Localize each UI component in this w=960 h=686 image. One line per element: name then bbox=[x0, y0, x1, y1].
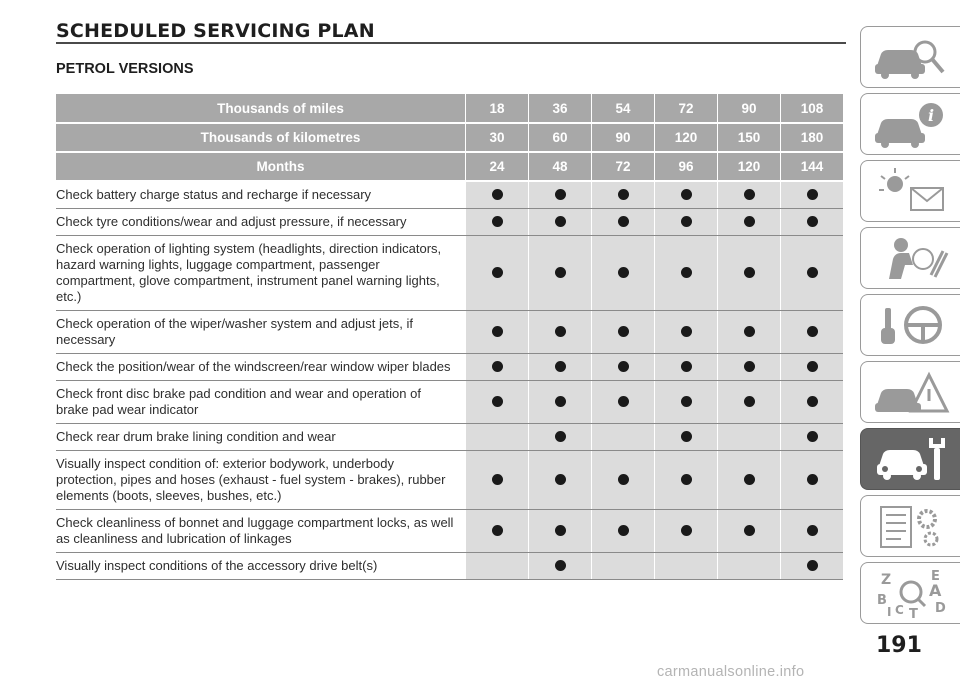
tab-car-info[interactable] bbox=[860, 93, 960, 155]
interval-cell bbox=[592, 381, 654, 424]
interval-value: 60 bbox=[529, 123, 591, 152]
service-required-dot bbox=[618, 326, 629, 337]
interval-cell bbox=[529, 311, 591, 354]
service-required-dot bbox=[681, 189, 692, 200]
service-required-dot bbox=[807, 189, 818, 200]
index-letter: B bbox=[876, 593, 887, 608]
service-required-dot bbox=[555, 267, 566, 278]
svg-text:i: i bbox=[927, 106, 934, 125]
interval-cell bbox=[718, 181, 780, 209]
service-required-dot bbox=[807, 431, 818, 442]
service-required-dot bbox=[681, 525, 692, 536]
interval-cell bbox=[592, 311, 654, 354]
airbag-passenger-icon bbox=[871, 231, 951, 285]
tab-technical-data[interactable] bbox=[860, 495, 960, 557]
index-letter: T bbox=[908, 607, 918, 620]
interval-cell bbox=[529, 236, 591, 311]
interval-value: 72 bbox=[592, 152, 654, 181]
interval-cell bbox=[655, 424, 717, 451]
index-letter: A bbox=[928, 581, 941, 600]
tab-starting-driving[interactable] bbox=[860, 294, 960, 356]
interval-cell bbox=[466, 381, 528, 424]
watermark: carmanualsonline.info bbox=[657, 664, 805, 680]
service-required-dot bbox=[492, 326, 503, 337]
service-required-dot bbox=[807, 267, 818, 278]
warning-light-envelope-icon bbox=[871, 164, 951, 218]
interval-value: 72 bbox=[655, 94, 717, 123]
header-label: Months bbox=[56, 152, 465, 181]
interval-cell bbox=[466, 311, 528, 354]
service-required-dot bbox=[807, 525, 818, 536]
service-required-dot bbox=[681, 216, 692, 227]
service-required-dot bbox=[492, 396, 503, 407]
table-row bbox=[56, 451, 843, 510]
operation-description: Visually inspect conditions of the accessory drive belt(s) bbox=[56, 553, 465, 580]
table-header-row bbox=[56, 94, 843, 123]
service-required-dot bbox=[618, 474, 629, 485]
interval-cell bbox=[592, 236, 654, 311]
interval-cell bbox=[655, 553, 717, 580]
service-required-dot bbox=[492, 189, 503, 200]
interval-cell bbox=[718, 424, 780, 451]
interval-cell bbox=[529, 209, 591, 236]
interval-cell bbox=[592, 209, 654, 236]
service-required-dot bbox=[681, 267, 692, 278]
service-required-dot bbox=[744, 525, 755, 536]
service-required-dot bbox=[492, 361, 503, 372]
interval-cell bbox=[781, 354, 843, 381]
service-required-dot bbox=[618, 396, 629, 407]
service-required-dot bbox=[555, 396, 566, 407]
interval-cell bbox=[718, 354, 780, 381]
service-required-dot bbox=[555, 361, 566, 372]
service-required-dot bbox=[555, 326, 566, 337]
interval-cell bbox=[655, 510, 717, 553]
service-required-dot bbox=[807, 396, 818, 407]
operation-description: Check operation of lighting system (headlights, direction indicators, hazard warning lights, luggage compartment, passenger compartment, glove compartment, instrument panel warning lights, etc.) bbox=[56, 236, 465, 311]
interval-cell bbox=[466, 424, 528, 451]
service-required-dot bbox=[744, 267, 755, 278]
interval-cell bbox=[466, 510, 528, 553]
tab-safety[interactable] bbox=[860, 227, 960, 289]
interval-cell bbox=[529, 553, 591, 580]
interval-value: 108 bbox=[781, 94, 843, 123]
header-label: Thousands of miles bbox=[56, 94, 465, 123]
tab-servicing[interactable] bbox=[860, 428, 960, 490]
service-required-dot bbox=[618, 361, 629, 372]
interval-cell bbox=[781, 311, 843, 354]
page-number: 191 bbox=[876, 633, 922, 658]
service-required-dot bbox=[492, 525, 503, 536]
interval-cell bbox=[781, 236, 843, 311]
car-wrench-icon bbox=[871, 432, 951, 486]
interval-cell bbox=[781, 381, 843, 424]
interval-cell bbox=[466, 451, 528, 510]
interval-value: 150 bbox=[718, 123, 780, 152]
tab-index[interactable] bbox=[860, 562, 960, 624]
service-required-dot bbox=[555, 474, 566, 485]
index-letter: Z bbox=[880, 572, 891, 588]
alphabetical-index-icon bbox=[871, 566, 951, 620]
table-row bbox=[56, 424, 843, 451]
service-required-dot bbox=[555, 189, 566, 200]
interval-value: 180 bbox=[781, 123, 843, 152]
tab-car-search[interactable] bbox=[860, 26, 960, 88]
service-required-dot bbox=[681, 326, 692, 337]
table-header-row bbox=[56, 152, 843, 181]
service-required-dot bbox=[807, 326, 818, 337]
table-row bbox=[56, 181, 843, 209]
service-required-dot bbox=[681, 396, 692, 407]
operation-description: Check cleanliness of bonnet and luggage compartment locks, as well as cleanliness and lubrication of linkages bbox=[56, 510, 465, 553]
interval-cell bbox=[781, 209, 843, 236]
operation-description: Check the position/wear of the windscreen/rear window wiper blades bbox=[56, 354, 465, 381]
table-row bbox=[56, 354, 843, 381]
interval-value: 36 bbox=[529, 94, 591, 123]
interval-cell bbox=[466, 354, 528, 381]
service-required-dot bbox=[618, 267, 629, 278]
key-steering-wheel-icon bbox=[871, 298, 951, 352]
service-required-dot bbox=[807, 474, 818, 485]
service-required-dot bbox=[492, 267, 503, 278]
operation-description: Check rear drum brake lining condition and wear bbox=[56, 424, 465, 451]
interval-cell bbox=[529, 354, 591, 381]
interval-cell bbox=[529, 424, 591, 451]
operation-description: Check operation of the wiper/washer system and adjust jets, if necessary bbox=[56, 311, 465, 354]
interval-cell bbox=[529, 181, 591, 209]
interval-cell bbox=[781, 451, 843, 510]
list-gears-icon bbox=[871, 499, 951, 553]
table-row bbox=[56, 311, 843, 354]
service-required-dot bbox=[807, 216, 818, 227]
table-row bbox=[56, 209, 843, 236]
interval-cell bbox=[655, 209, 717, 236]
car-info-icon bbox=[871, 97, 951, 151]
service-required-dot bbox=[618, 189, 629, 200]
interval-value: 18 bbox=[466, 94, 528, 123]
service-required-dot bbox=[744, 396, 755, 407]
tab-warning-lights[interactable] bbox=[860, 160, 960, 222]
operation-description: Check tyre conditions/wear and adjust pressure, if necessary bbox=[56, 209, 465, 236]
service-required-dot bbox=[492, 474, 503, 485]
interval-cell bbox=[781, 424, 843, 451]
service-required-dot bbox=[807, 361, 818, 372]
interval-cell bbox=[655, 451, 717, 510]
interval-cell bbox=[466, 209, 528, 236]
interval-value: 30 bbox=[466, 123, 528, 152]
table-header-row bbox=[56, 123, 843, 152]
service-required-dot bbox=[744, 326, 755, 337]
interval-cell bbox=[655, 311, 717, 354]
table-row bbox=[56, 236, 843, 311]
interval-cell bbox=[466, 181, 528, 209]
interval-cell bbox=[529, 451, 591, 510]
service-required-dot bbox=[744, 216, 755, 227]
interval-cell bbox=[718, 381, 780, 424]
table-row bbox=[56, 510, 843, 553]
interval-cell bbox=[718, 236, 780, 311]
interval-cell bbox=[592, 354, 654, 381]
index-letter: I bbox=[886, 605, 891, 619]
header-label: Thousands of kilometres bbox=[56, 123, 465, 152]
index-letter: D bbox=[934, 601, 946, 616]
service-required-dot bbox=[618, 216, 629, 227]
service-required-dot bbox=[744, 361, 755, 372]
interval-value: 54 bbox=[592, 94, 654, 123]
interval-value: 144 bbox=[781, 152, 843, 181]
title-rule bbox=[56, 42, 846, 44]
interval-value: 24 bbox=[466, 152, 528, 181]
service-required-dot bbox=[744, 189, 755, 200]
interval-cell bbox=[718, 311, 780, 354]
interval-value: 120 bbox=[655, 123, 717, 152]
interval-cell bbox=[655, 236, 717, 311]
service-required-dot bbox=[681, 361, 692, 372]
interval-cell bbox=[781, 181, 843, 209]
interval-value: 96 bbox=[655, 152, 717, 181]
service-required-dot bbox=[681, 474, 692, 485]
interval-cell bbox=[655, 381, 717, 424]
service-required-dot bbox=[681, 431, 692, 442]
table-row bbox=[56, 381, 843, 424]
operation-description: Visually inspect condition of: exterior bodywork, underbody protection, pipes and hoses (exhaust - fuel system - brakes), rubber elements (boots, sleeves, bushes, etc.) bbox=[56, 451, 465, 510]
service-required-dot bbox=[618, 525, 629, 536]
operation-description: Check front disc brake pad condition and wear and operation of brake pad wear indicator bbox=[56, 381, 465, 424]
page-title: SCHEDULED SERVICING PLAN bbox=[56, 20, 375, 42]
interval-cell bbox=[529, 381, 591, 424]
interval-cell bbox=[781, 510, 843, 553]
interval-cell bbox=[655, 181, 717, 209]
section-title: PETROL VERSIONS bbox=[56, 61, 194, 77]
interval-cell bbox=[781, 553, 843, 580]
interval-cell bbox=[655, 354, 717, 381]
interval-value: 48 bbox=[529, 152, 591, 181]
interval-cell bbox=[466, 553, 528, 580]
table-row bbox=[56, 553, 843, 580]
interval-cell bbox=[718, 451, 780, 510]
car-breakdown-warning-icon bbox=[871, 365, 951, 419]
service-required-dot bbox=[555, 560, 566, 571]
interval-cell bbox=[592, 553, 654, 580]
interval-cell bbox=[592, 424, 654, 451]
service-required-dot bbox=[807, 560, 818, 571]
service-required-dot bbox=[555, 216, 566, 227]
interval-value: 120 bbox=[718, 152, 780, 181]
operation-description: Check battery charge status and recharge if necessary bbox=[56, 181, 465, 209]
interval-cell bbox=[529, 510, 591, 553]
interval-cell bbox=[718, 209, 780, 236]
service-required-dot bbox=[744, 474, 755, 485]
service-required-dot bbox=[555, 431, 566, 442]
interval-cell bbox=[592, 510, 654, 553]
interval-value: 90 bbox=[718, 94, 780, 123]
interval-cell bbox=[592, 451, 654, 510]
interval-cell bbox=[718, 553, 780, 580]
service-required-dot bbox=[555, 525, 566, 536]
interval-cell bbox=[592, 181, 654, 209]
interval-cell bbox=[718, 510, 780, 553]
index-letter: E bbox=[930, 569, 940, 584]
tab-emergency[interactable] bbox=[860, 361, 960, 423]
interval-value: 90 bbox=[592, 123, 654, 152]
servicing-table bbox=[56, 94, 843, 580]
car-search-icon bbox=[871, 30, 951, 84]
interval-cell bbox=[466, 236, 528, 311]
index-letter: C bbox=[894, 603, 904, 617]
service-required-dot bbox=[492, 216, 503, 227]
